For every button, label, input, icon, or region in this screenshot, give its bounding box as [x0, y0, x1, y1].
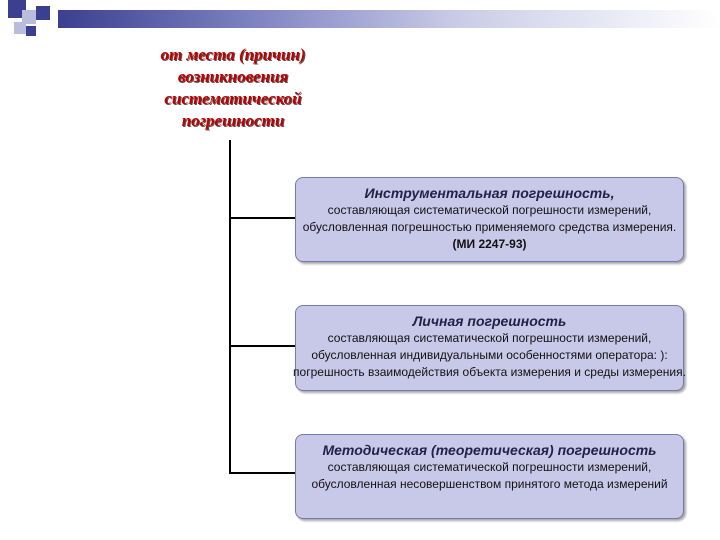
instrumental-error-description: составляющая систематической погрешности измерений, обусловленная погрешностью применяемого средства измерения. [302, 203, 677, 234]
instrumental-error-heading: Инструментальная погрешность, [364, 185, 615, 201]
header-gradient-bar [58, 10, 720, 28]
connector-to-box-3 [229, 472, 295, 474]
connector-to-box-2 [229, 345, 295, 347]
connector-to-box-1 [229, 217, 295, 219]
corner-square-5 [26, 26, 36, 36]
vertical-connector [229, 140, 231, 474]
corner-square-4 [14, 22, 26, 34]
methodical-error-text: составляющая систематической погрешности измерений, обусловленная несовершенством принятого метода измерений [311, 460, 668, 491]
corner-square-3 [36, 6, 50, 20]
instrumental-error-reference: (МИ 2247-93) [452, 237, 527, 251]
instrumental-error-box [295, 177, 684, 262]
personal-error-text: составляющая систематической погрешности измерений, обусловленная индивидуальными особенностями оператора: ): погрешность взаимодействия объекта измерения и среды измерения. [293, 331, 686, 379]
methodical-error-box [295, 434, 684, 519]
personal-error-heading: Личная погрешность [412, 313, 567, 329]
instrumental-error-text [296, 202, 683, 253]
methodical-error-heading: Методическая (теоретическая) погрешность [322, 442, 657, 458]
personal-error-box [295, 305, 684, 391]
diagram-title: от места (причин) возникновения систематической погрешности [160, 45, 306, 130]
